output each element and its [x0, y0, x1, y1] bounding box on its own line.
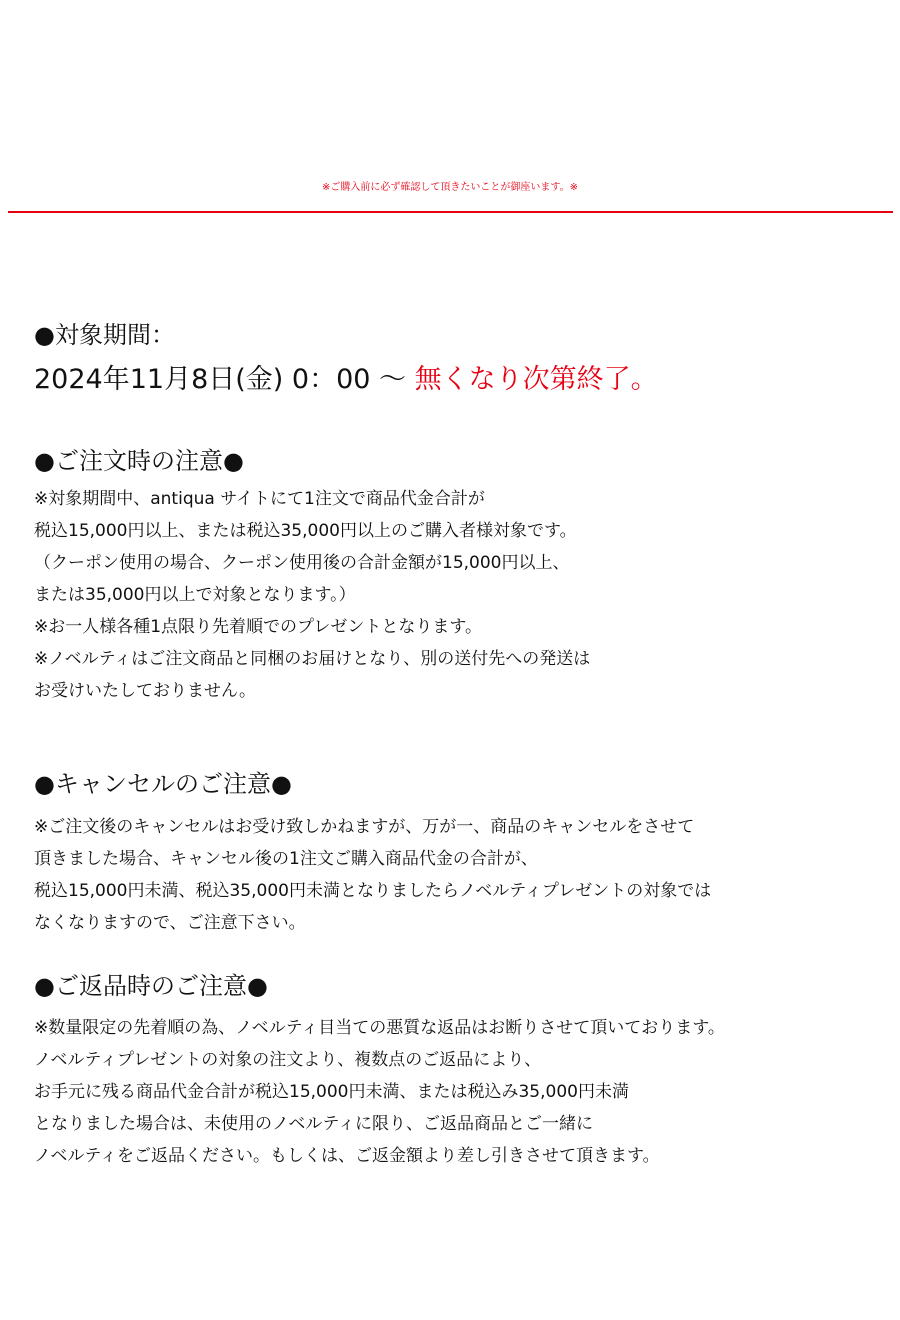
order-notes-heading: ●ご注文時の注意● [34, 447, 244, 475]
return-notes-heading: ●ご返品時のご注意● [34, 972, 268, 1000]
order-notes-line: （クーポン使用の場合、クーポン使用後の合計金額が15,000円以上、 [34, 553, 570, 573]
return-notes-line: ※数量限定の先着順の為、ノベルティ目当ての悪質な返品はお断りさせて頂いております。 [34, 1018, 725, 1038]
cancel-notes-heading: ●キャンセルのご注意● [34, 770, 292, 798]
period-start-text: 2024年11月8日(金) 0：00 〜 [34, 364, 415, 395]
notice-title: ※ご購入前に必ず確認して頂きたいことが御座います。※ [322, 182, 578, 193]
cancel-notes-line: なくなりますので、ご注意下さい。 [34, 913, 306, 933]
order-notes-line: ※対象期間中、antiqua サイトにて1注文で商品代金合計が [34, 489, 485, 509]
period-label: ●対象期間： [34, 321, 175, 349]
return-notes-line: ノベルティをご返品ください。もしくは、ご返金額より差し引きさせて頂きます。 [34, 1146, 660, 1166]
order-notes-line: 税込15,000円以上、または税込35,000円以上のご購入者様対象です。 [34, 521, 577, 541]
period-end-text: 無くなり次第終了。 [414, 364, 658, 395]
cancel-notes-line: 頂きました場合、キャンセル後の1注文ご購入商品代金の合計が、 [34, 849, 538, 869]
return-notes-body [34, 1012, 725, 1172]
order-notes-line: または35,000円以上で対象となります。） [34, 585, 356, 605]
return-notes-line: となりました場合は、未使用のノベルティに限り、ご返品商品とご一緒に [34, 1114, 593, 1134]
order-notes-line: お受けいたしておりません。 [34, 681, 257, 701]
period-dates [34, 360, 658, 400]
return-notes-line: お手元に残る商品代金合計が税込15,000円未満、または税込み35,000円未満 [34, 1082, 629, 1102]
cancel-notes-line: ※ご注文後のキャンセルはお受け致しかねますが、万が一、商品のキャンセルをさせて [34, 817, 695, 837]
cancel-notes-body [34, 811, 711, 939]
return-notes-line: ノベルティプレゼントの対象の注文より、複数点のご返品により、 [34, 1050, 542, 1070]
order-notes-line: ※ノベルティはご注文商品と同梱のお届けとなり、別の送付先への発送は [34, 649, 591, 669]
order-notes-body [34, 483, 590, 707]
cancel-notes-line: 税込15,000円未満、税込35,000円未満となりましたらノベルティプレゼントの対象では [34, 881, 712, 901]
order-notes-line: ※お一人様各種1点限り先着順でのプレゼントとなります。 [34, 617, 483, 637]
title-underline [8, 211, 893, 213]
